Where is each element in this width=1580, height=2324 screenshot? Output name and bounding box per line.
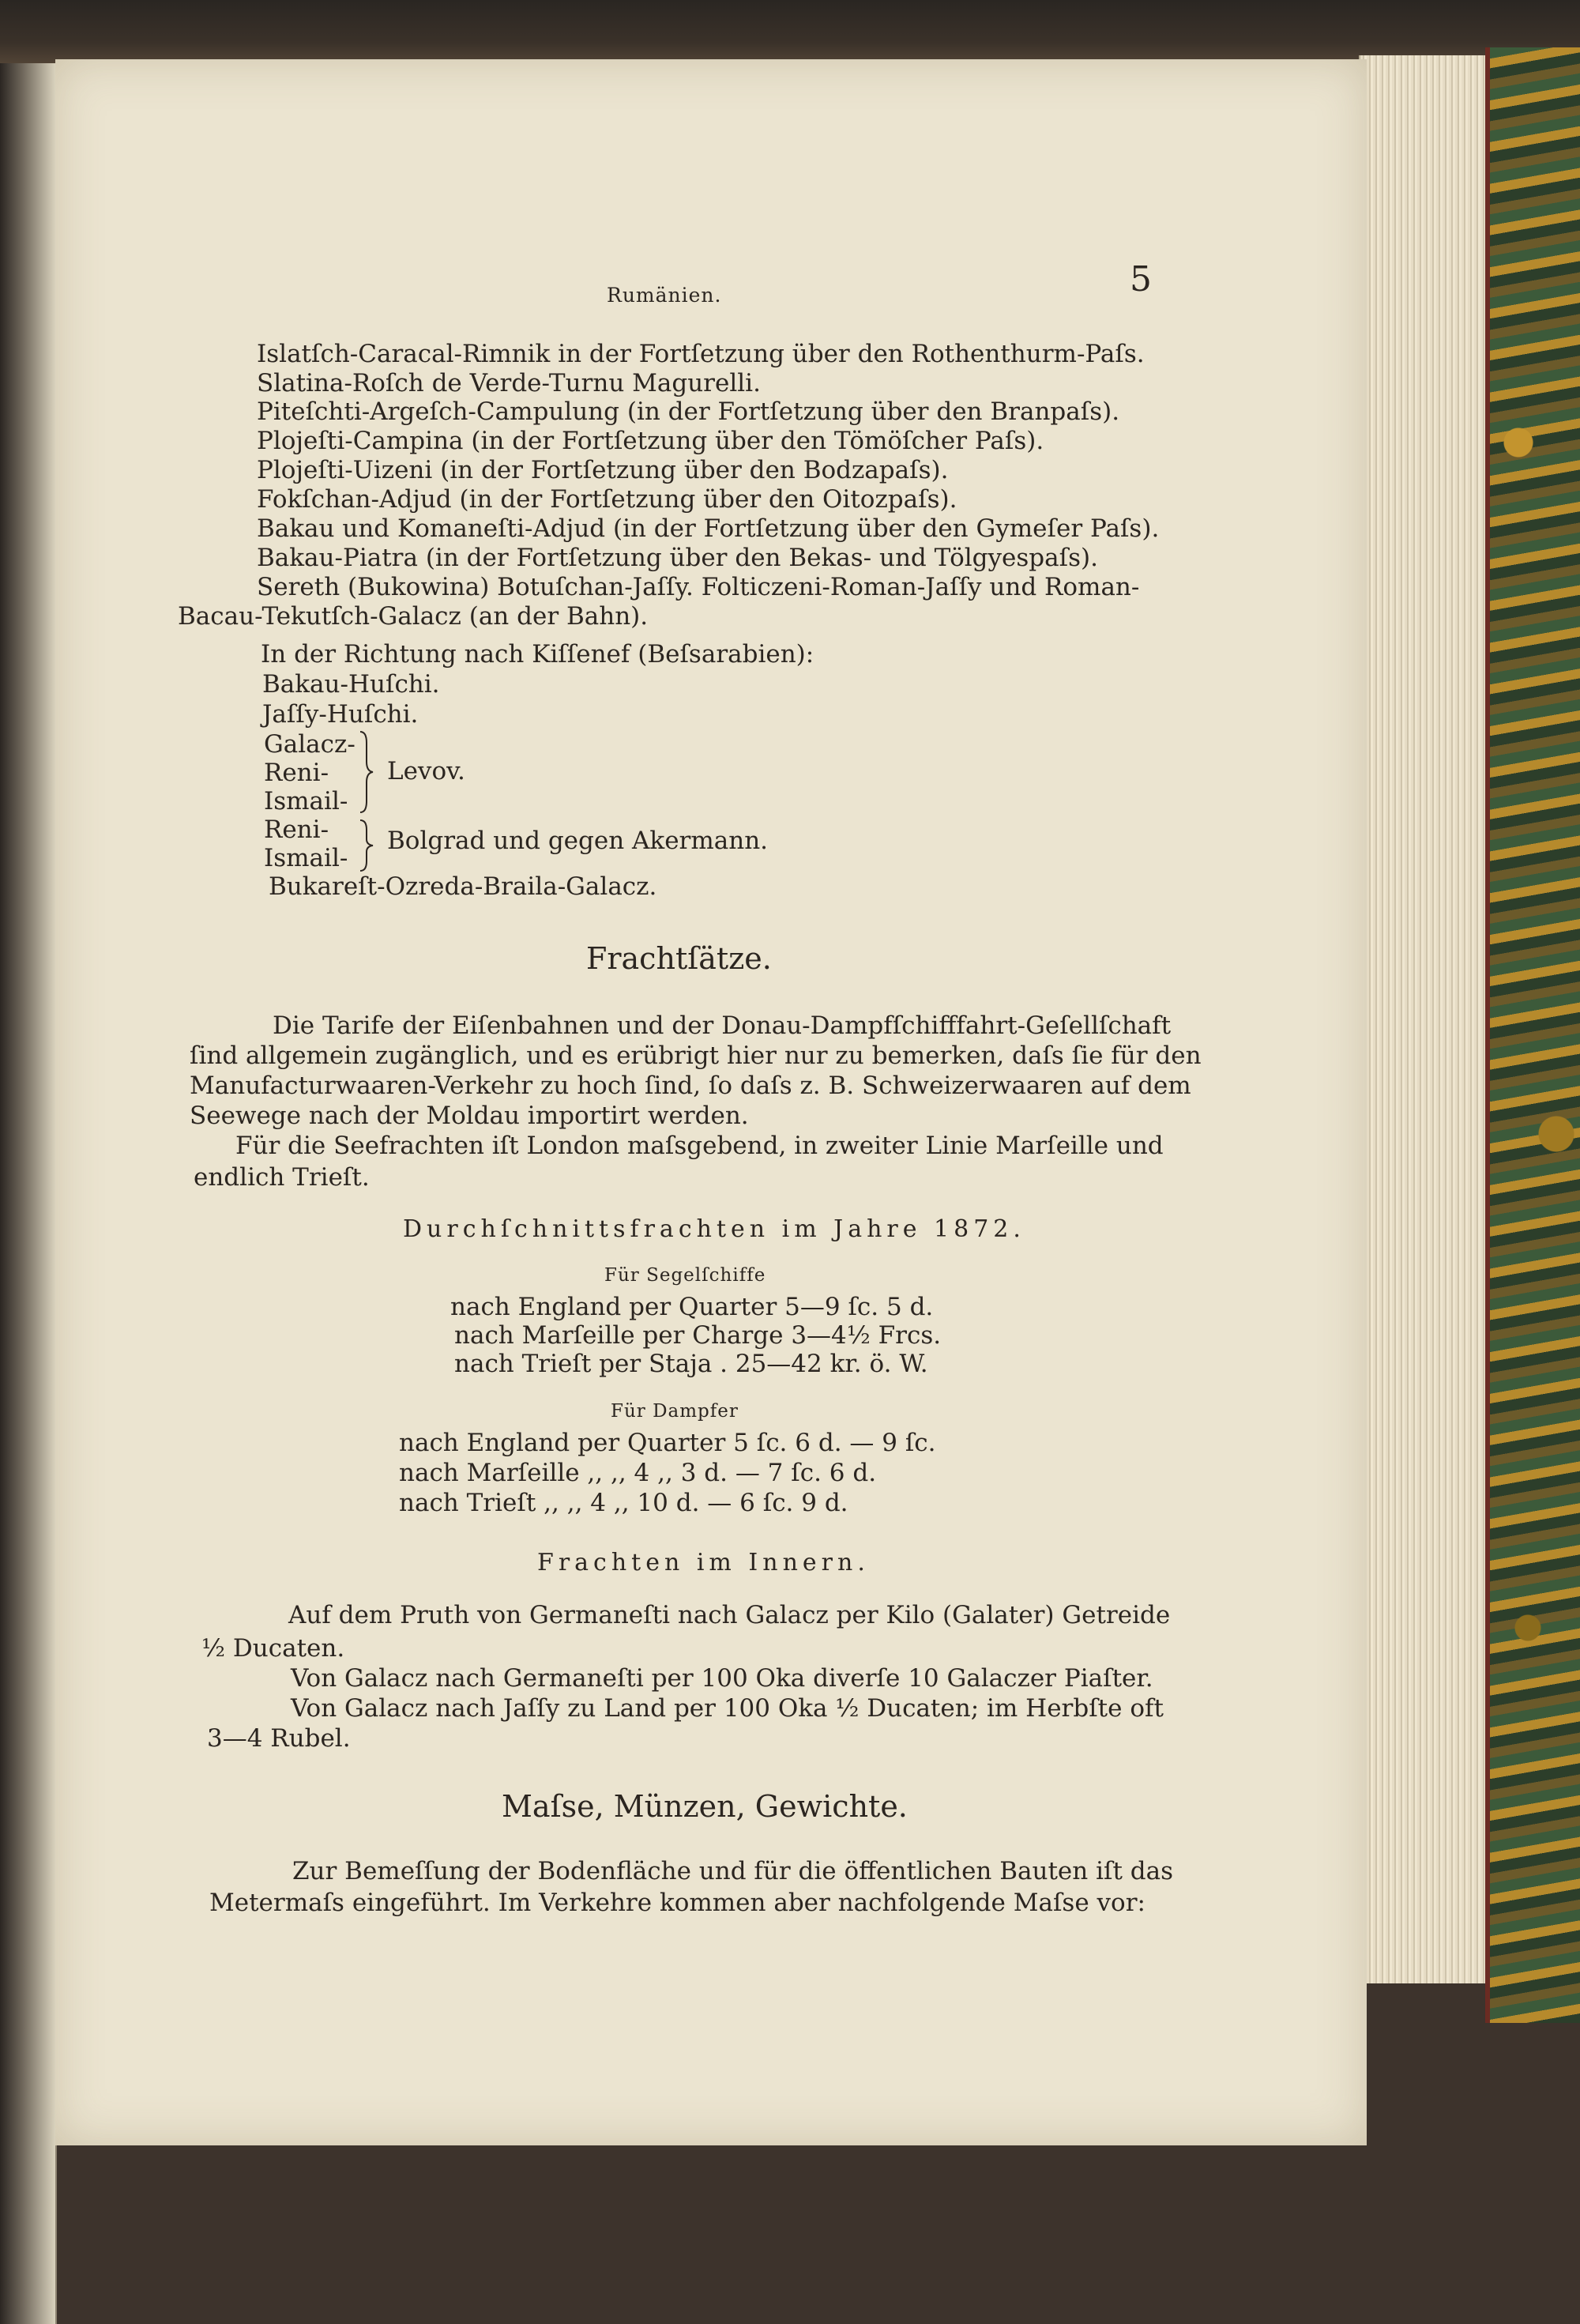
- label-dampfer: Für Dampfer: [611, 1401, 739, 1422]
- paragraph-line: Manufacturwaaren-Verkehr zu hoch ſind, ſo daſs z. B. Schweizerwaaren auf dem: [190, 1072, 1191, 1100]
- route-line: Bakau und Komaneſti-Adjud (in der Fortſetzung über den Gymeſer Paſs).: [257, 514, 1160, 543]
- kiffenef-intro: In der Richtung nach Kiſſenef (Beſsarabien):: [261, 640, 814, 669]
- group2-item: Ismail-: [264, 844, 348, 872]
- group1-item: Ismail-: [264, 787, 348, 815]
- group2-item: Reni-: [264, 815, 329, 844]
- route-line: Bakau-Piatra (in der Fortſetzung über den Bekas- und Tölgyespaſs).: [257, 544, 1098, 572]
- paragraph-line: Zur Bemeſſung der Bodenfläche und für die öffentlichen Bauten iſt das: [292, 1857, 1174, 1885]
- group1-item: Reni-: [264, 759, 329, 787]
- paragraph-line: Von Galacz nach Germaneſti per 100 Oka diverſe 10 Galaczer Piaſter.: [291, 1664, 1153, 1693]
- route-line: Piteſchti-Argeſch-Campulung (in der Fortſetzung über den Branpaſs).: [257, 397, 1120, 426]
- brace-icon: [354, 817, 378, 874]
- paragraph-line: Seewege nach der Moldau importirt werden.: [190, 1102, 749, 1130]
- paragraph-line: Die Tarife der Eiſenbahnen und der Donau-Dampfſchifffahrt-Geſellſchaft: [273, 1011, 1172, 1040]
- page-number: 5: [1130, 259, 1152, 299]
- subheading-durchschnittsfrachten: Durchſchnittsfrachten im Jahre 1872.: [403, 1215, 1025, 1243]
- brace-icon: [354, 729, 378, 815]
- group2-target: Bolgrad und gegen Akermann.: [387, 827, 769, 855]
- label-segelschiffe: Für Segelſchiffe: [604, 1265, 766, 1286]
- kiffenef-line: Jaſſy-Huſchi.: [262, 700, 419, 729]
- paragraph-line: ſind allgemein zugänglich, und es erübrigt hier nur zu bemerken, daſs ſie für den: [190, 1041, 1202, 1070]
- subheading-frachten-innern: Frachten im Innern.: [537, 1549, 870, 1576]
- paragraph-line: Metermaſs eingeführt. Im Verkehre kommen aber nachfolgende Maſse vor:: [209, 1889, 1146, 1917]
- group1-item: Galacz-: [264, 730, 356, 759]
- section-heading-masse: Maſse, Münzen, Gewichte.: [502, 1789, 908, 1824]
- rate-line: nach Trieſt ,, ,, 4 ,, 10 d. — 6 ſc. 9 d.: [399, 1489, 848, 1517]
- paragraph-line: Für die Seefrachten iſt London maſsgebend, in zweiter Linie Marſeille und: [235, 1132, 1164, 1160]
- group1-target: Levov.: [387, 757, 465, 785]
- section-heading-frachtsaetze: Frachtſätze.: [586, 941, 772, 976]
- route-line: Fokſchan-Adjud (in der Fortſetzung über den Oitozpaſs).: [257, 485, 957, 514]
- running-title: Rumänien.: [607, 284, 722, 307]
- rate-line: nach Marſeille per Charge 3—4½ Frcs.: [454, 1321, 942, 1350]
- rate-line: nach Trieſt per Staja . 25—42 kr. ö. W.: [454, 1350, 928, 1378]
- route-line: Islatſch-Caracal-Rimnik in der Fortſetzung über den Rothenthurm-Paſs.: [257, 340, 1145, 368]
- paragraph-line: 3—4 Rubel.: [207, 1724, 351, 1753]
- rate-line: nach Marſeille ,, ,, 4 ,, 3 d. — 7 ſc. 6 d.: [399, 1459, 877, 1487]
- paragraph-line: Von Galacz nach Jaſſy zu Land per 100 Oka ½ Ducaten; im Herbſte oft: [291, 1694, 1164, 1723]
- rate-line: nach England per Quarter 5 ſc. 6 d. — 9 ſc.: [399, 1429, 936, 1457]
- route-line: Plojeſti-Campina (in der Fortſetzung über den Tömöſcher Paſs).: [257, 427, 1044, 455]
- paragraph-line: endlich Trieſt.: [194, 1163, 370, 1192]
- kiffenef-line: Bakau-Huſchi.: [262, 670, 440, 699]
- kiffenef-last: Bukareſt-Ozreda-Braila-Galacz.: [269, 872, 657, 901]
- route-line: Sereth (Bukowina) Botuſchan-Jaſſy. Folticzeni-Roman-Jaſſy und Roman-: [257, 573, 1140, 601]
- paragraph-line: Auf dem Pruth von Germaneſti nach Galacz per Kilo (Galater) Getreide: [288, 1601, 1171, 1629]
- route-line: Bacau-Tekutſch-Galacz (an der Bahn).: [178, 602, 649, 631]
- paragraph-line: ½ Ducaten.: [201, 1634, 345, 1663]
- route-line: Plojeſti-Uizeni (in der Fortſetzung über den Bodzapaſs).: [257, 456, 949, 484]
- rate-line: nach England per Quarter 5—9 ſc. 5 d.: [450, 1293, 934, 1321]
- route-line: Slatina-Roſch de Verde-Turnu Magurelli.: [257, 369, 761, 397]
